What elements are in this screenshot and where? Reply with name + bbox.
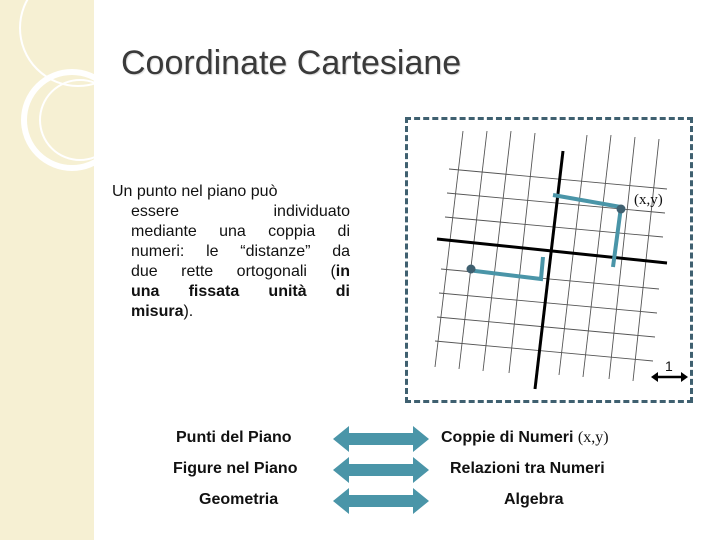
double-arrow-icon	[333, 487, 429, 515]
double-arrow-icon	[333, 456, 429, 484]
correspondence-right	[504, 491, 564, 509]
correspondence-right-serif: (x,y)	[577, 429, 609, 446]
body-bold-segment: in	[335, 263, 350, 280]
decorative-circles	[0, 0, 120, 200]
point-marker	[467, 265, 476, 274]
correspondence-right-text: Relazioni tra Numeri	[450, 460, 605, 477]
body-line: essere individuato	[131, 203, 350, 220]
y-axis	[535, 151, 563, 389]
body-text-segment: due rette ortogonali (	[131, 263, 336, 280]
unit-label: 1	[665, 358, 673, 374]
body-text-segment: ).	[183, 303, 194, 320]
correspondence-right	[441, 429, 609, 447]
cartesian-grid-diagram	[405, 117, 693, 403]
body-bold-segment: una fissata unità di	[131, 283, 350, 300]
correspondence-right-text: Algebra	[504, 491, 564, 508]
body-line	[112, 262, 350, 282]
correspondence-left: Punti del Piano	[176, 429, 292, 446]
slide-title: Coordinate Cartesiane	[121, 44, 462, 82]
correspondence-right-text: Coppie di Numeri	[441, 429, 574, 446]
body-paragraph	[112, 182, 350, 322]
body-line	[112, 302, 350, 322]
body-line: Un punto nel piano può	[112, 183, 278, 200]
double-arrow-icon	[333, 425, 429, 453]
body-bold-segment: misura	[131, 303, 184, 320]
body-line	[112, 282, 350, 302]
correspondence-left: Figure nel Piano	[173, 460, 298, 477]
decorative-side-strip	[0, 0, 94, 540]
point-label: (x,y)	[634, 192, 663, 208]
body-line: mediante una coppia di	[131, 223, 350, 240]
point-marker	[617, 205, 626, 214]
correspondence-right	[450, 460, 605, 478]
correspondence-left: Geometria	[199, 491, 279, 508]
body-line: numeri: le “distanze” da	[131, 243, 350, 260]
projection-lines	[471, 257, 543, 279]
